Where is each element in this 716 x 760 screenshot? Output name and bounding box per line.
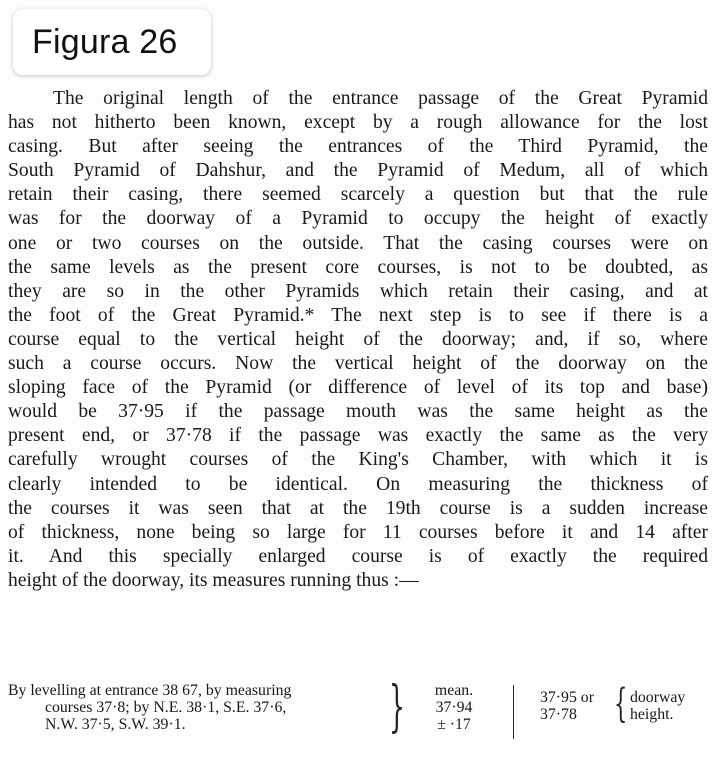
doorway-values (540, 689, 594, 723)
text-line: one or two courses on the outside. That the casing courses were on (8, 232, 708, 254)
text-line: height of the doorway, its measures running thus :— (8, 569, 419, 591)
levelling-note (8, 682, 390, 733)
mean-error: ± ·17 (437, 716, 471, 733)
text-line: present end, or 37·78 if the passage was exactly the same as the very (8, 425, 708, 447)
text-line: it. And this specially enlarged course is of exactly the required (8, 545, 708, 567)
text-line: the same levels as the present core courses, is not to be doubted, as (8, 256, 708, 278)
text-line: sloping face of the Pyramid (or difference of level of its top and base) (8, 377, 708, 399)
levelling-line: N.W. 37·5, S.W. 39·1. (45, 716, 186, 733)
text-line: has not hitherto been known, except by a rough allowance for the lost (8, 112, 708, 134)
mean-heading: mean. (434, 682, 474, 699)
paragraph-text (8, 87, 708, 593)
levelling-line: courses 37·8; by N.E. 38·1, S.E. 37·6, (45, 699, 287, 716)
doorway-label-line: height. (630, 706, 674, 723)
left-brace: { (614, 681, 628, 726)
text-line: course equal to the vertical height of the doorway; and, if so, where (8, 328, 708, 350)
text-line: carefully wrought courses of the King's Chamber, with which it is (8, 449, 708, 471)
mean-value: 37·94 (435, 699, 473, 716)
text-line: casing. But after seeing the entrances of the Third Pyramid, the (8, 136, 708, 158)
figure-label-badge: Figura 26 (13, 9, 211, 75)
doorway-label-line: doorway (630, 689, 686, 706)
text-line: clearly intended to be identical. On measuring the thickness of (8, 473, 708, 495)
text-line: such a course occurs. Now the vertical height of the doorway on the (8, 353, 708, 375)
text-line: would be 37·95 if the passage mouth was the same height as the (8, 401, 708, 423)
doorway-value: 37·95 or (540, 689, 594, 706)
text-line: The original length of the entrance passage of the Great Pyramid (53, 88, 708, 109)
text-line: the courses it was seen that at the 19th course is a sudden increase (8, 497, 708, 519)
text-line: they are so in the other Pyramids which retain their casing, and at (8, 280, 708, 302)
doorway-value: 37·78 (540, 706, 577, 723)
text-line: South Pyramid of Dahshur, and the Pyramid of Medum, all of which (8, 160, 708, 182)
measurement-table (8, 674, 708, 742)
mean-column (424, 682, 484, 733)
text-line: retain their casing, there seemed scarcely a question but that the rule (8, 184, 708, 206)
text-line: was for the doorway of a Pyramid to occupy the height of exactly (8, 208, 708, 230)
text-line: the foot of the Great Pyramid.* The next step is to see if there is a (8, 304, 708, 326)
levelling-line: By levelling at entrance 38 67, by measuring (8, 682, 292, 699)
column-divider (513, 685, 514, 739)
right-brace: } (389, 674, 405, 739)
text-line: of thickness, none being so large for 11 courses before it and 14 after (8, 521, 708, 543)
doorway-label (630, 689, 685, 723)
